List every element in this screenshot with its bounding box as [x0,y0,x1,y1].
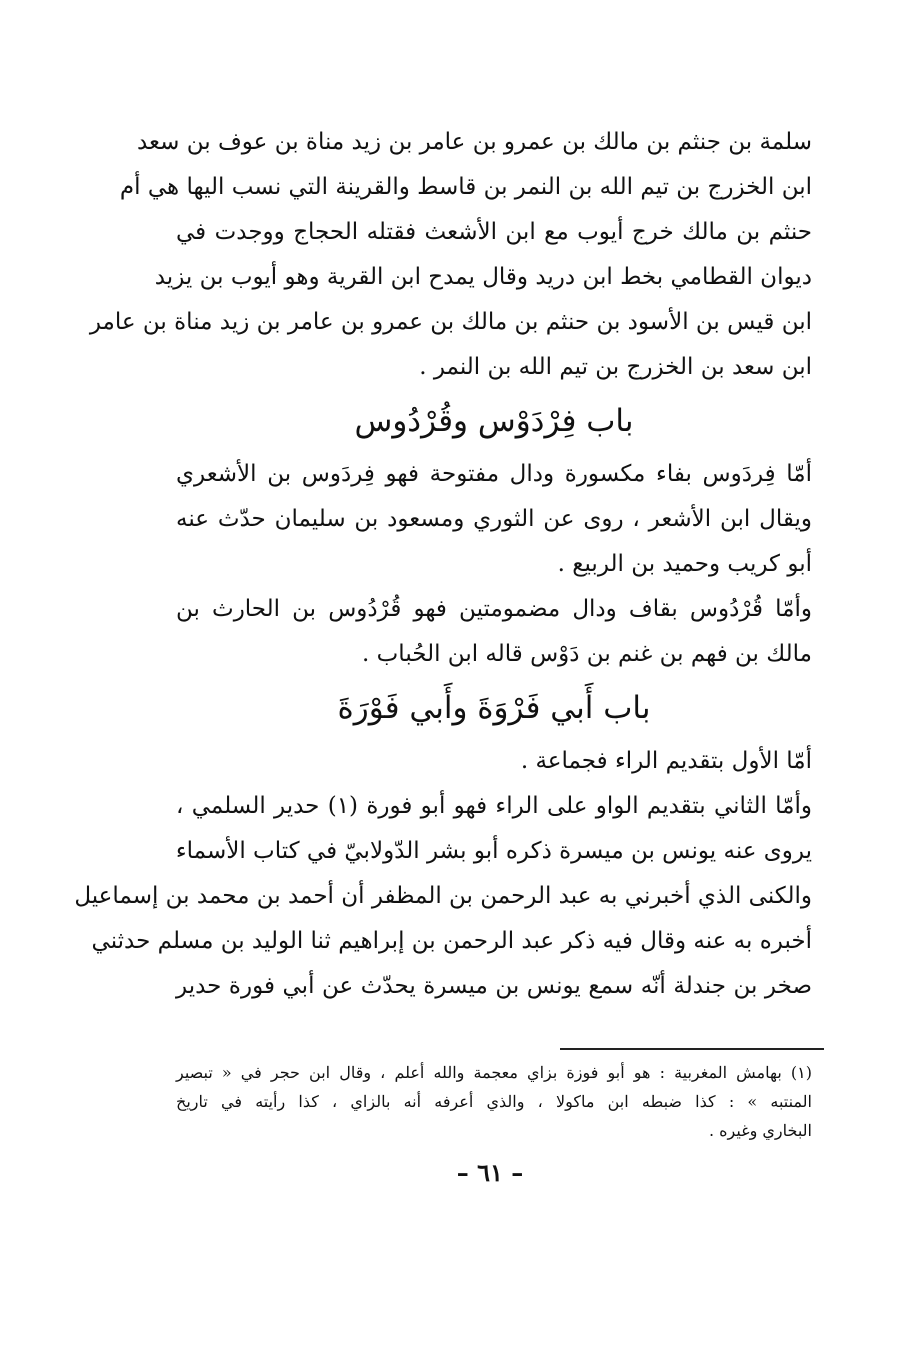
footnote-divider [560,1048,824,1050]
text-line: مالك بن فهم بن غنم بن دَوْس قاله ابن الحُباب . [362,641,812,667]
text-line: ابن قيس بن الأسود بن حنثم بن مالك بن عمرو بن عامر بن زيد مناة بن عامر [89,309,812,335]
footnote-line: (١) بهامش المغربية : هو أبو فوزة بزاي معجمة والله أعلم ، وقال ابن حجر في « تبصير [176,1063,813,1082]
footnotes [176,1058,812,1145]
section-heading: باب فِرْدَوْس وقُرْدُوس [354,403,634,439]
text-line: والكنى الذي أخبرني به عبد الرحمن بن المظفر أن أحمد بن محمد بن إسماعيل [74,883,812,909]
text-line: يروى عنه يونس بن ميسرة ذكره أبو بشر الدّولابيّ في كتاب الأسماء [175,838,812,864]
text-line: أمّا فِردَوس بفاء مكسورة ودال مفتوحة فهو فِردَوس بن الأشعري [176,461,812,487]
text-line: أمّا الأول بتقديم الراء فجماعة . [520,748,812,774]
text-line: ابن الخزرج بن تيم الله بن النمر بن قاسط والقرينة التي نسب اليها هي أم [119,174,812,200]
text-line: ديوان القطامي بخط ابن دريد وقال يمدح ابن القرية وهو أيوب بن يزيد [154,264,812,290]
text-line: ويقال ابن الأشعر ، روى عن الثوري ومسعود بن سليمان حدّث عنه [176,506,812,532]
text-line: أبو كريب وحميد بن الربيع . [557,551,812,577]
footnote-line: البخاري وغيره . [709,1121,812,1140]
text-line: صخر بن جندلة أنّه سمع يونس بن ميسرة يحدّث عن أبي فورة حدير [176,973,812,999]
text-line: ابن سعد بن الخزرج بن تيم الله بن النمر . [419,354,812,380]
page-number: – ٦١ – [456,1158,524,1187]
text-line: أخبره به عنه وقال فيه ذكر عبد الرحمن بن إبراهيم ثنا الوليد بن مسلم حدثني [91,928,812,954]
text-line: وأمّا قُرْدُوس بقاف ودال مضمومتين فهو قُرْدُوس بن الحارث بن [176,596,812,622]
text-line: وأمّا الثاني بتقديم الواو على الراء فهو أبو فورة (١) حدير السلمي ، [176,793,812,819]
text-line: سلمة بن جنثم بن مالك بن عمرو بن عامر بن زيد مناة بن عوف بن سعد [136,129,812,155]
text-line: حنثم بن مالك خرج أيوب مع ابن الأشعث فقتله الحجاج ووجدت في [176,219,812,245]
main-text [74,120,812,1009]
footnote-line: المنتبه » : كذا ضبطه ابن ماكولا ، والذي أعرفه أنه بالزاي ، كذا رأيته في تاريخ [176,1092,812,1111]
section-heading: باب أَبي فَرْوَةَ وأَبي فَوْرَةَ [337,690,651,726]
